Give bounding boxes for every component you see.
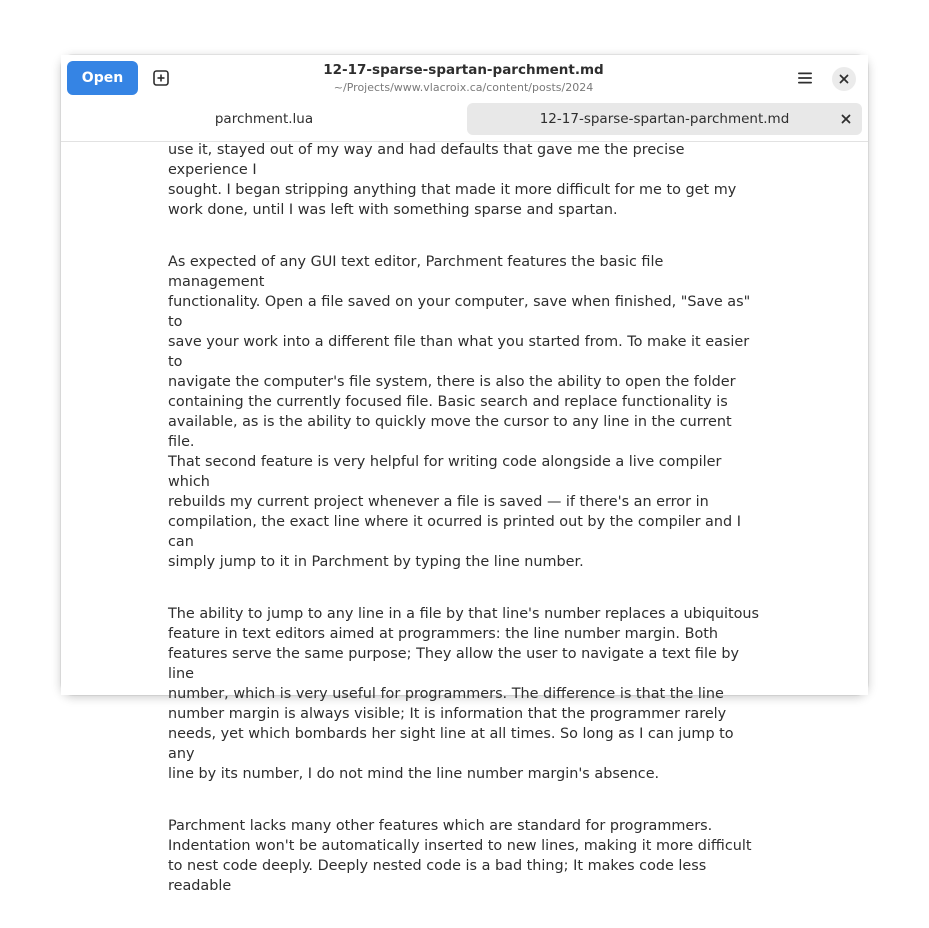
open-button[interactable]: Open — [67, 61, 138, 95]
close-icon — [841, 114, 851, 124]
hamburger-menu-icon — [797, 70, 813, 86]
tab-label: parchment.lua — [214, 111, 314, 127]
editor-content[interactable] — [168, 140, 760, 928]
paragraph[interactable]: Parchment lacks many other features which are standard for programmers. Indentation won't be automatically inserted to new lines, making it more difficult to nest code deeply. Deeply nested code is a bad thing; It makes code less readable — [168, 818, 752, 894]
main-menu-button[interactable] — [788, 61, 822, 95]
editor-window — [61, 55, 868, 894]
text-editor[interactable] — [61, 142, 868, 894]
new-tab-icon — [152, 69, 170, 87]
window-subtitle: ~/Projects/www.vlacroix.ca/content/posts/2024 — [333, 81, 594, 94]
close-icon — [839, 74, 849, 84]
tab-parchment-lua[interactable] — [67, 103, 461, 135]
tab-bar — [61, 101, 868, 142]
tab-close-button[interactable] — [836, 109, 856, 129]
paragraph[interactable]: As expected of any GUI text editor, Parchment features the basic file management functionality. Open a file saved on your computer, save when finished, "Save as" to save your work into a different file than what you started from. To make it easier to navigate the computer's file system, there is also the ability to open the folder containing the currently focused file. Basic search and replace functionality is available, as is the ability to quickly move the cursor to any line in the current file. That second feature is very helpful for writing code alongside a live compiler which rebuilds my current project whenever a file is saved — if there's an error in compilation, the exact line where it ocurred is printed out by the compiler and I can simply jump to it in Parchment by typing the line number. — [168, 254, 751, 570]
tab-sparse-spartan-parchment-md[interactable] — [467, 103, 862, 135]
title-block — [261, 61, 666, 95]
paragraph[interactable]: The ability to jump to any line in a file by that line's number replaces a ubiquitous feature in text editors aimed at programmers: the line number margin. Both features serve the same purpose; They allow the user to navigate a text file by line number, which is very useful for programmers. The difference is that the line number margin is always visible; It is information that the programmer rarely needs, yet which bombards her sight line at all times. So long as I can jump to any line by its number, I do not mind the line number margin's absence. — [168, 606, 760, 782]
new-tab-button[interactable] — [144, 61, 178, 95]
tab-label: 12-17-sparse-spartan-parchment.md — [539, 111, 790, 127]
paragraph[interactable]: use it, stayed out of my way and had defaults that gave me the precise experience I sought. I began stripping anything that made it more difficult for me to get my work done, until I was left with something sparse and spartan. — [168, 142, 737, 218]
window-title: 12-17-sparse-spartan-parchment.md — [323, 62, 604, 78]
header-bar — [61, 55, 868, 101]
window-close-button[interactable] — [832, 67, 856, 91]
